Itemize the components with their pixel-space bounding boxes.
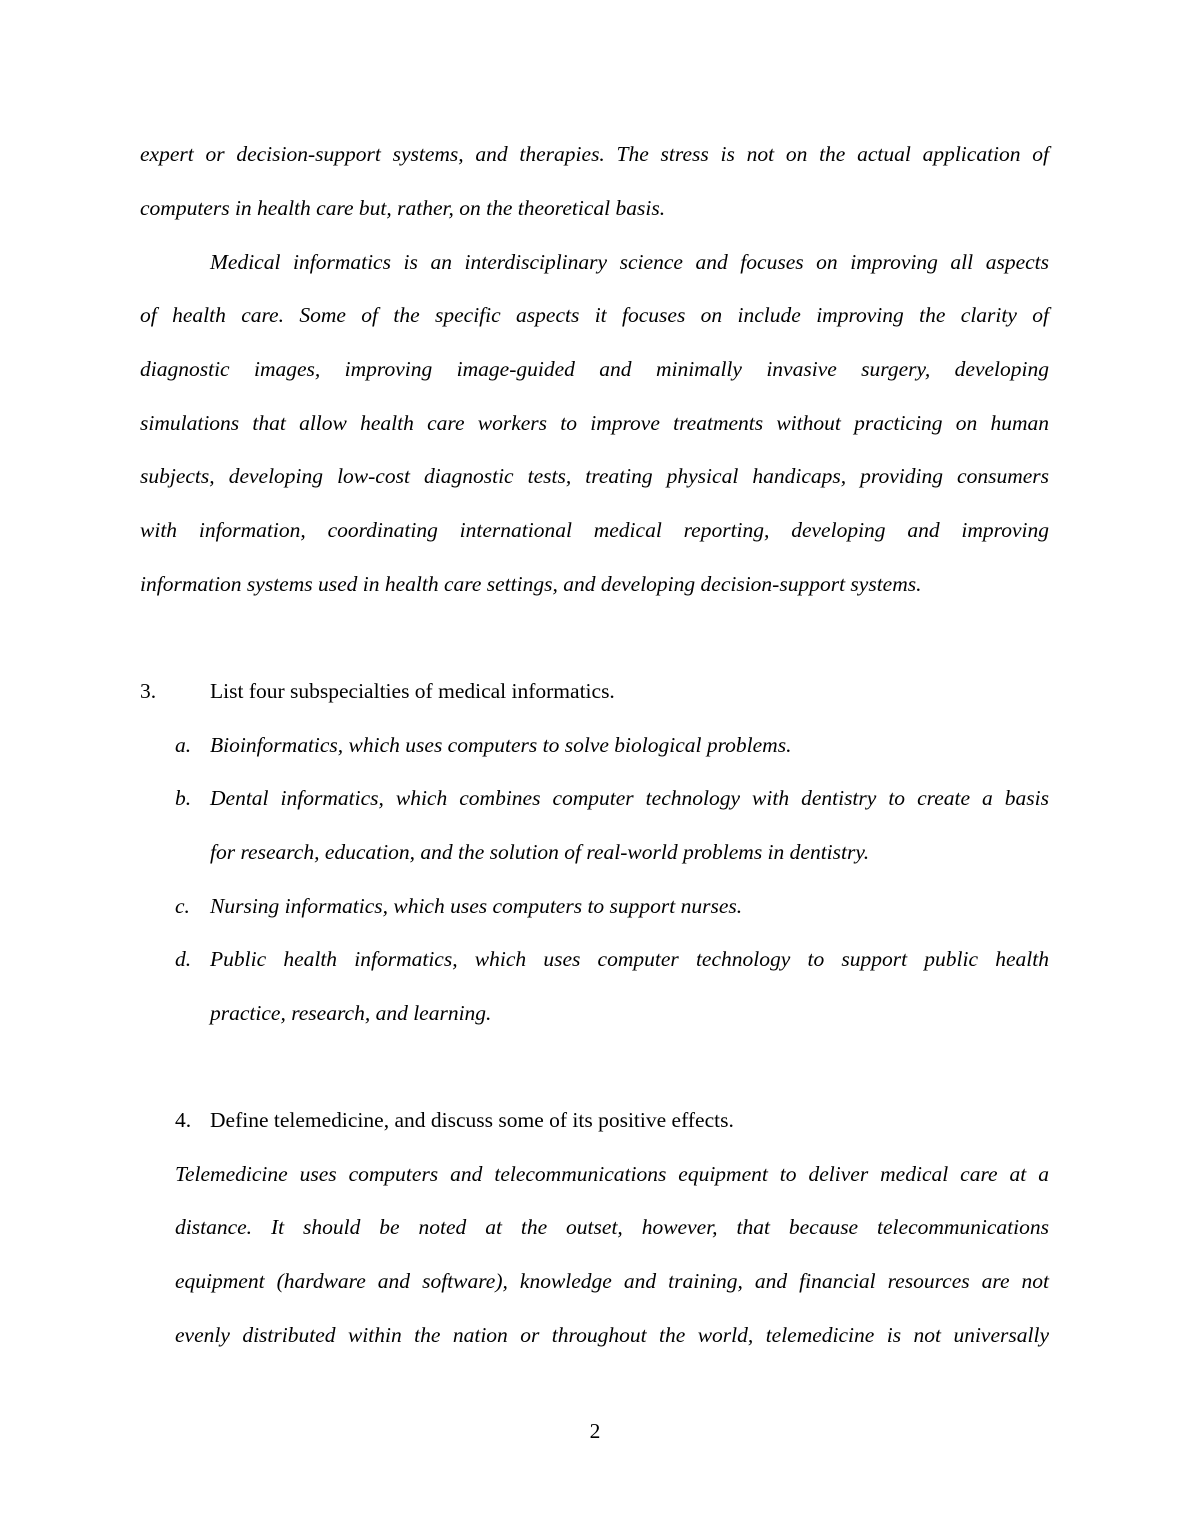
item-d-marker: d. <box>175 947 192 971</box>
item-d-line-1: Public health informatics, which uses computer technology to support public health <box>210 947 1049 971</box>
item-b-line-2: for research, education, and the solution of real-world problems in dentistry. <box>210 840 870 864</box>
telemedicine-line-2: distance. It should be noted at the outset, however, that because telecommunications <box>175 1215 1049 1239</box>
page-number: 2 <box>589 1419 601 1443</box>
telemedicine-line-3: equipment (hardware and software), knowledge and training, and financial resources are not <box>175 1269 1049 1293</box>
medinf-line-2: of health care. Some of the specific aspects it focuses on include improving the clarity of <box>140 303 1049 327</box>
item-b-marker: b. <box>175 786 192 810</box>
telemedicine-line-1: Telemedicine uses computers and telecommunications equipment to deliver medical care at a <box>175 1162 1049 1186</box>
medinf-line-6: with information, coordinating international medical reporting, developing and improving <box>140 518 1049 542</box>
intro-line-2: computers in health care but, rather, on the theoretical basis. <box>140 196 666 220</box>
intro-line-1: expert or decision-support systems, and therapies. The stress is not on the actual application of <box>140 142 1049 166</box>
item-a-line-1: Bioinformatics, which uses computers to solve biological problems. <box>210 733 792 757</box>
medinf-line-7: information systems used in health care settings, and developing decision-support systems. <box>140 572 922 596</box>
item-d-line-2: practice, research, and learning. <box>210 1001 492 1025</box>
telemedicine-line-4: evenly distributed within the nation or throughout the world, telemedicine is not universally <box>175 1323 1049 1347</box>
medinf-line-4: simulations that allow health care workers to improve treatments without practicing on human <box>140 411 1049 435</box>
item-a-marker: a. <box>175 733 192 757</box>
item-c-line-1: Nursing informatics, which uses computers to support nurses. <box>210 894 743 918</box>
question-3-number: 3. <box>140 679 157 703</box>
medinf-line-3: diagnostic images, improving image-guided and minimally invasive surgery, developing <box>140 357 1049 381</box>
medinf-line-1: Medical informatics is an interdisciplinary science and focuses on improving all aspects <box>210 250 1049 274</box>
item-b-line-1: Dental informatics, which combines computer technology with dentistry to create a basis <box>210 786 1049 810</box>
question-4-number: 4. <box>175 1108 192 1132</box>
question-3-text: List four subspecialties of medical informatics. <box>210 679 615 703</box>
item-c-marker: c. <box>175 894 190 918</box>
medinf-line-5: subjects, developing low-cost diagnostic tests, treating physical handicaps, providing consumers <box>140 464 1049 488</box>
question-4-text: Define telemedicine, and discuss some of its positive effects. <box>210 1108 734 1132</box>
